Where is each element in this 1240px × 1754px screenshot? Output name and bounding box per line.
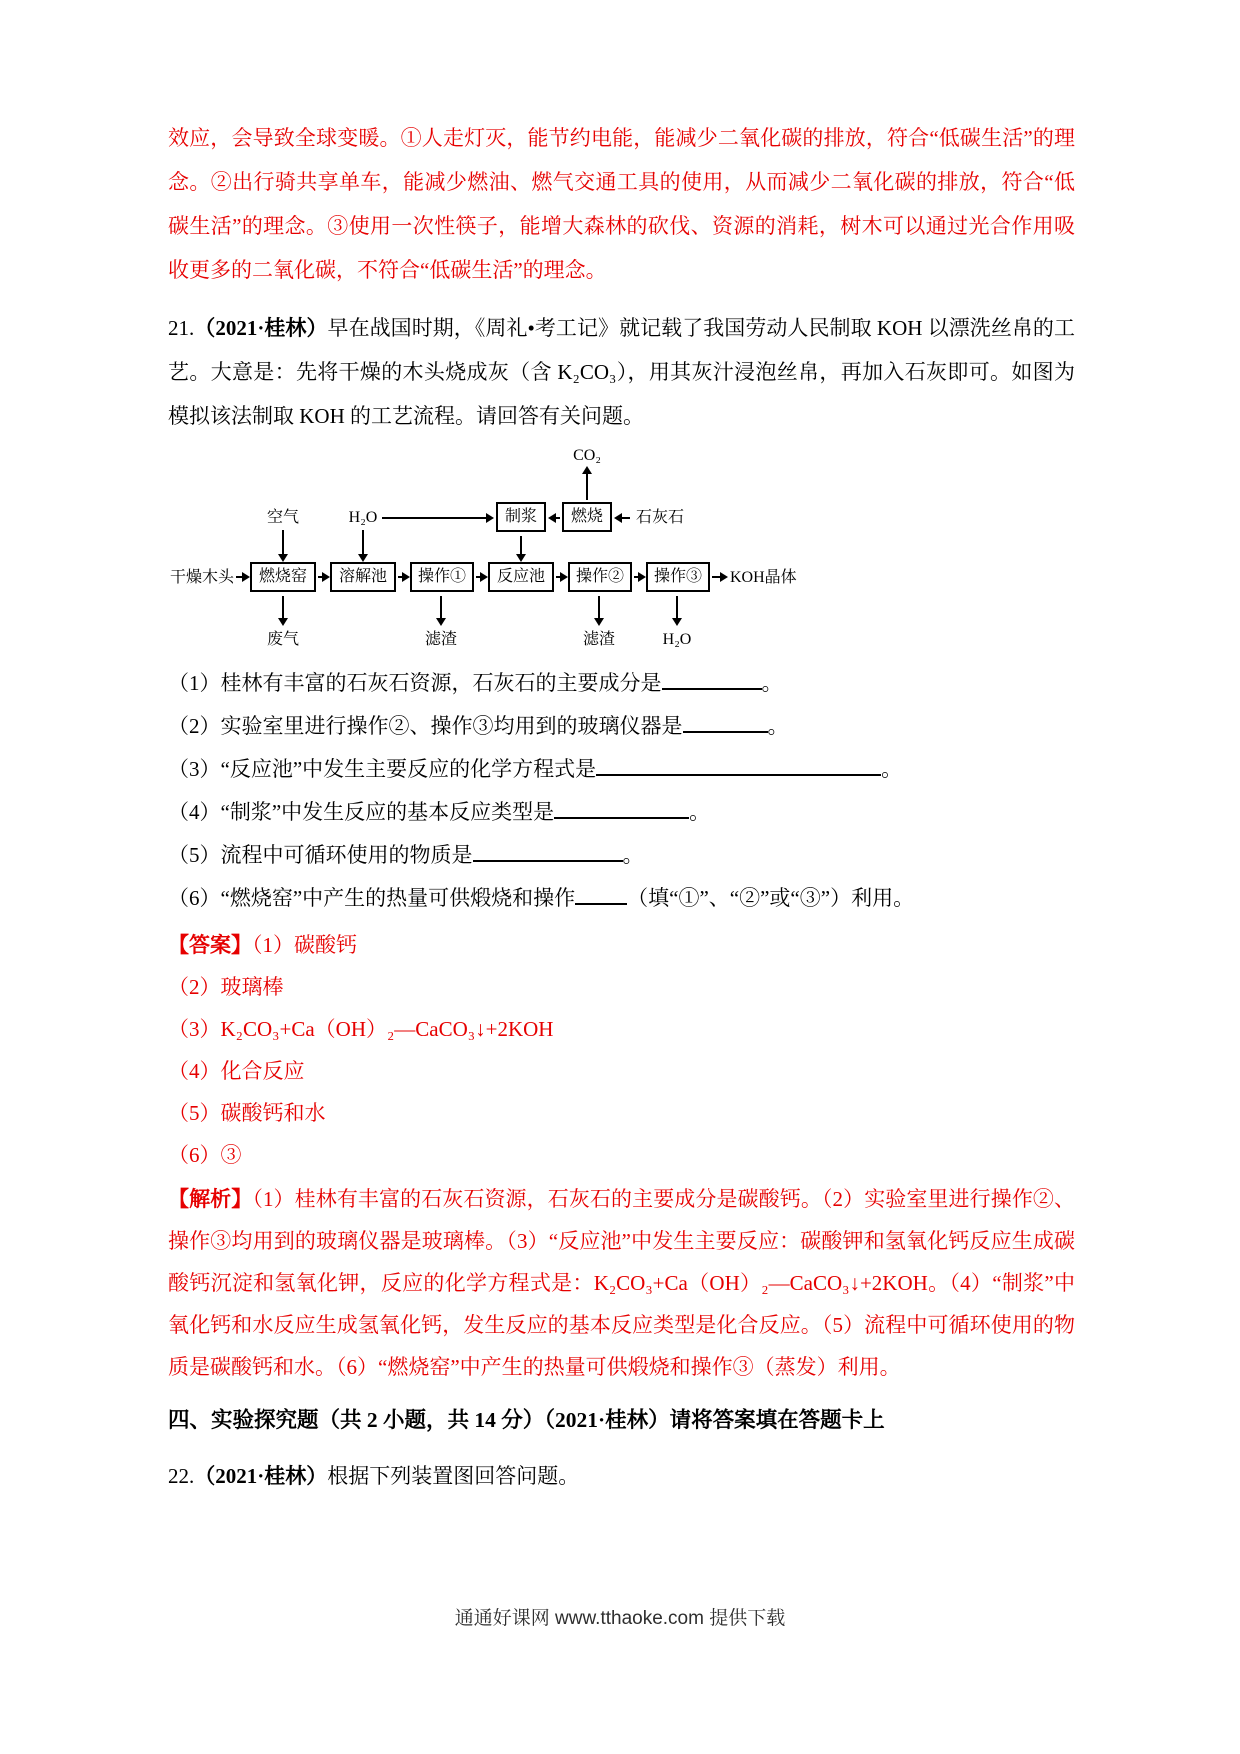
flow-water-in-label: H₂O <box>348 509 378 526</box>
page-footer: 通通好课网 www.tthaoke.com 提供下载 <box>454 1608 786 1629</box>
question-21-text: 早在战国时期，《周礼•考工记》就记载了我国劳动人民制取 KOH 以漂洗丝帛的工艺。大意是：先将干燥的木头烧成灰（含 K₂CO₃），用其灰汁浸泡丝帛，再加入石灰即可。如图为模拟该法制取 KOH 的工艺流程。请回答有关问题。 <box>168 316 1075 428</box>
flow-arrow-water-down <box>362 530 364 554</box>
fill-in-blank <box>596 769 881 776</box>
flow-arrow-water-to-pulp <box>382 517 486 519</box>
fill-in-blank <box>473 855 623 862</box>
answer-line <box>168 1050 1075 1092</box>
flow-arrow <box>398 576 402 578</box>
process-flowchart <box>168 446 1075 656</box>
intro-answer-text: 效应，会导致全球变暖。①人走灯灭，能节约电能，能减少二氧化碳的排放，符合“低碳生活”的理念。②出行骑共享单车，能减少燃油、燃气交通工具的使用，从而减少二氧化碳的排放，符合“低碳生活”的理念。③使用一次性筷子，能增大森林的砍伐、资源的消耗，树木可以通过光合作用吸收更多的二氧化碳，不符合“低碳生活”的理念。 <box>168 126 1075 282</box>
flow-arrow <box>556 576 560 578</box>
answer-text: （2）玻璃棒 <box>168 975 284 999</box>
flow-waste-gas-label: 废气 <box>266 631 300 648</box>
question-text: （6）“燃烧窑”中产生的热量可供煅烧和操作 <box>168 886 576 910</box>
flow-box-op3: 操作③ <box>646 562 710 592</box>
flow-arrow-burn-to-pulp <box>556 517 560 519</box>
question-21-source-tag: （2021·桂林） <box>194 316 328 340</box>
answer-text: （6）③ <box>168 1143 242 1167</box>
fill-in-blank <box>575 898 627 905</box>
flow-box-kiln: 燃烧窑 <box>250 562 316 592</box>
answer-line <box>168 1134 1075 1176</box>
question-text: （1）桂林有丰富的石灰石资源，石灰石的主要成分是 <box>168 671 662 695</box>
fill-in-blank <box>554 812 689 819</box>
question-line <box>168 748 1075 791</box>
flow-arrow <box>634 576 638 578</box>
flow-arrow <box>236 576 242 578</box>
flow-air-label: 空气 <box>266 509 300 526</box>
flow-box-reaction: 反应池 <box>488 562 554 592</box>
question-text: （5）流程中可循环使用的物质是 <box>168 843 473 867</box>
analysis-label: 【解析】 <box>168 1187 253 1211</box>
question-text: （2）实验室里进行操作②、操作③均用到的玻璃仪器是 <box>168 714 683 738</box>
flow-co2-label: CO₂ <box>573 447 601 464</box>
flow-arrow <box>712 576 720 578</box>
question-21-number: 21. <box>168 316 195 340</box>
flow-arrow <box>476 576 480 578</box>
flow-arrow-pulp-down <box>520 536 522 554</box>
flow-box-burn: 燃烧 <box>562 502 612 532</box>
question-text: 。 <box>689 800 711 824</box>
question-line <box>168 705 1075 748</box>
flow-limestone-label: 石灰石 <box>636 509 685 526</box>
flow-box-op1: 操作① <box>410 562 474 592</box>
flow-arrow-waste-gas <box>282 596 284 618</box>
flow-residue-2-label: 滤渣 <box>582 631 616 648</box>
flow-arrow-residue-2 <box>598 596 600 618</box>
answer-line <box>168 1008 1075 1050</box>
question-line <box>168 791 1075 834</box>
question-line <box>168 877 1075 920</box>
flow-arrow <box>318 576 322 578</box>
answer-line <box>168 966 1075 1008</box>
flow-water-out-label: H₂O <box>662 631 692 648</box>
question-line <box>168 834 1075 877</box>
flow-arrow-up-co2 <box>586 474 588 500</box>
flow-residue-1-label: 滤渣 <box>424 631 458 648</box>
section-4-heading: 四、实验探究题（共 2 小题，共 14 分）（2021·桂林）请将答案填在答题卡上 <box>168 1408 885 1432</box>
flow-box-dissolve: 溶解池 <box>330 562 396 592</box>
answer-line <box>168 1092 1075 1134</box>
answer-text: （5）碳酸钙和水 <box>168 1101 326 1125</box>
flow-dry-wood-label: 干燥木头 <box>170 569 235 586</box>
flow-arrow-limestone-to-burn <box>622 517 630 519</box>
answer-label: 【答案】 <box>168 933 252 957</box>
fill-in-blank <box>683 726 768 733</box>
question-text: （4）“制浆”中发生反应的基本反应类型是 <box>168 800 555 824</box>
flow-koh-label: KOH晶体 <box>730 569 797 586</box>
answer-line <box>168 924 1075 966</box>
flow-box-op2: 操作② <box>568 562 632 592</box>
question-text: （3）“反应池”中发生主要反应的化学方程式是 <box>168 757 597 781</box>
analysis-paragraph <box>168 1178 1075 1388</box>
question-text: （填“①”、“②”或“③”）利用。 <box>627 886 915 910</box>
flow-arrow-residue-1 <box>440 596 442 618</box>
answer-text: （3）K₂CO₃+Ca（OH）₂—CaCO₃↓+2KOH <box>168 1017 554 1041</box>
fill-in-blank <box>662 683 762 690</box>
question-text: 。 <box>622 843 644 867</box>
flow-arrow-air-down <box>282 530 284 554</box>
answer-list <box>168 924 1075 1176</box>
question-22-stem <box>168 1454 1075 1498</box>
question-21-stem <box>168 306 1075 438</box>
intro-answer-paragraph <box>168 116 1075 292</box>
analysis-text: （1）桂林有丰富的石灰石资源，石灰石的主要成分是碳酸钙。（2）实验室里进行操作②、操作③均用到的玻璃仪器是玻璃棒。（3）“反应池”中发生主要反应：碳酸钾和氢氧化钙反应生成碳酸钙沉淀和氢氧化钾，反应的化学方程式是：K₂CO₃+Ca（OH）₂—CaCO₃↓+2KOH。（4）“制浆”中氧化钙和水反应生成氢氧化钙，发生反应的基本反应类型是化合反应。（5）流程中可循环使用的物质是碳酸钙和水。（6）“燃烧窑”中产生的热量可供煅烧和操作③（蒸发）利用。 <box>168 1187 1076 1379</box>
flow-box-pulp: 制浆 <box>496 502 546 532</box>
answer-text: （4）化合反应 <box>168 1059 305 1083</box>
answer-text: （1）碳酸钙 <box>252 933 357 957</box>
question-line <box>168 662 1075 705</box>
question-text: 。 <box>881 757 903 781</box>
flow-arrow-water-out <box>676 596 678 618</box>
question-list <box>168 662 1075 920</box>
question-text: 。 <box>767 714 789 738</box>
question-22-text: 根据下列装置图回答问题。 <box>327 1464 580 1488</box>
question-22-number: 22. <box>168 1464 195 1488</box>
question-text: 。 <box>761 671 783 695</box>
question-22-source-tag: （2021·桂林） <box>194 1464 328 1488</box>
